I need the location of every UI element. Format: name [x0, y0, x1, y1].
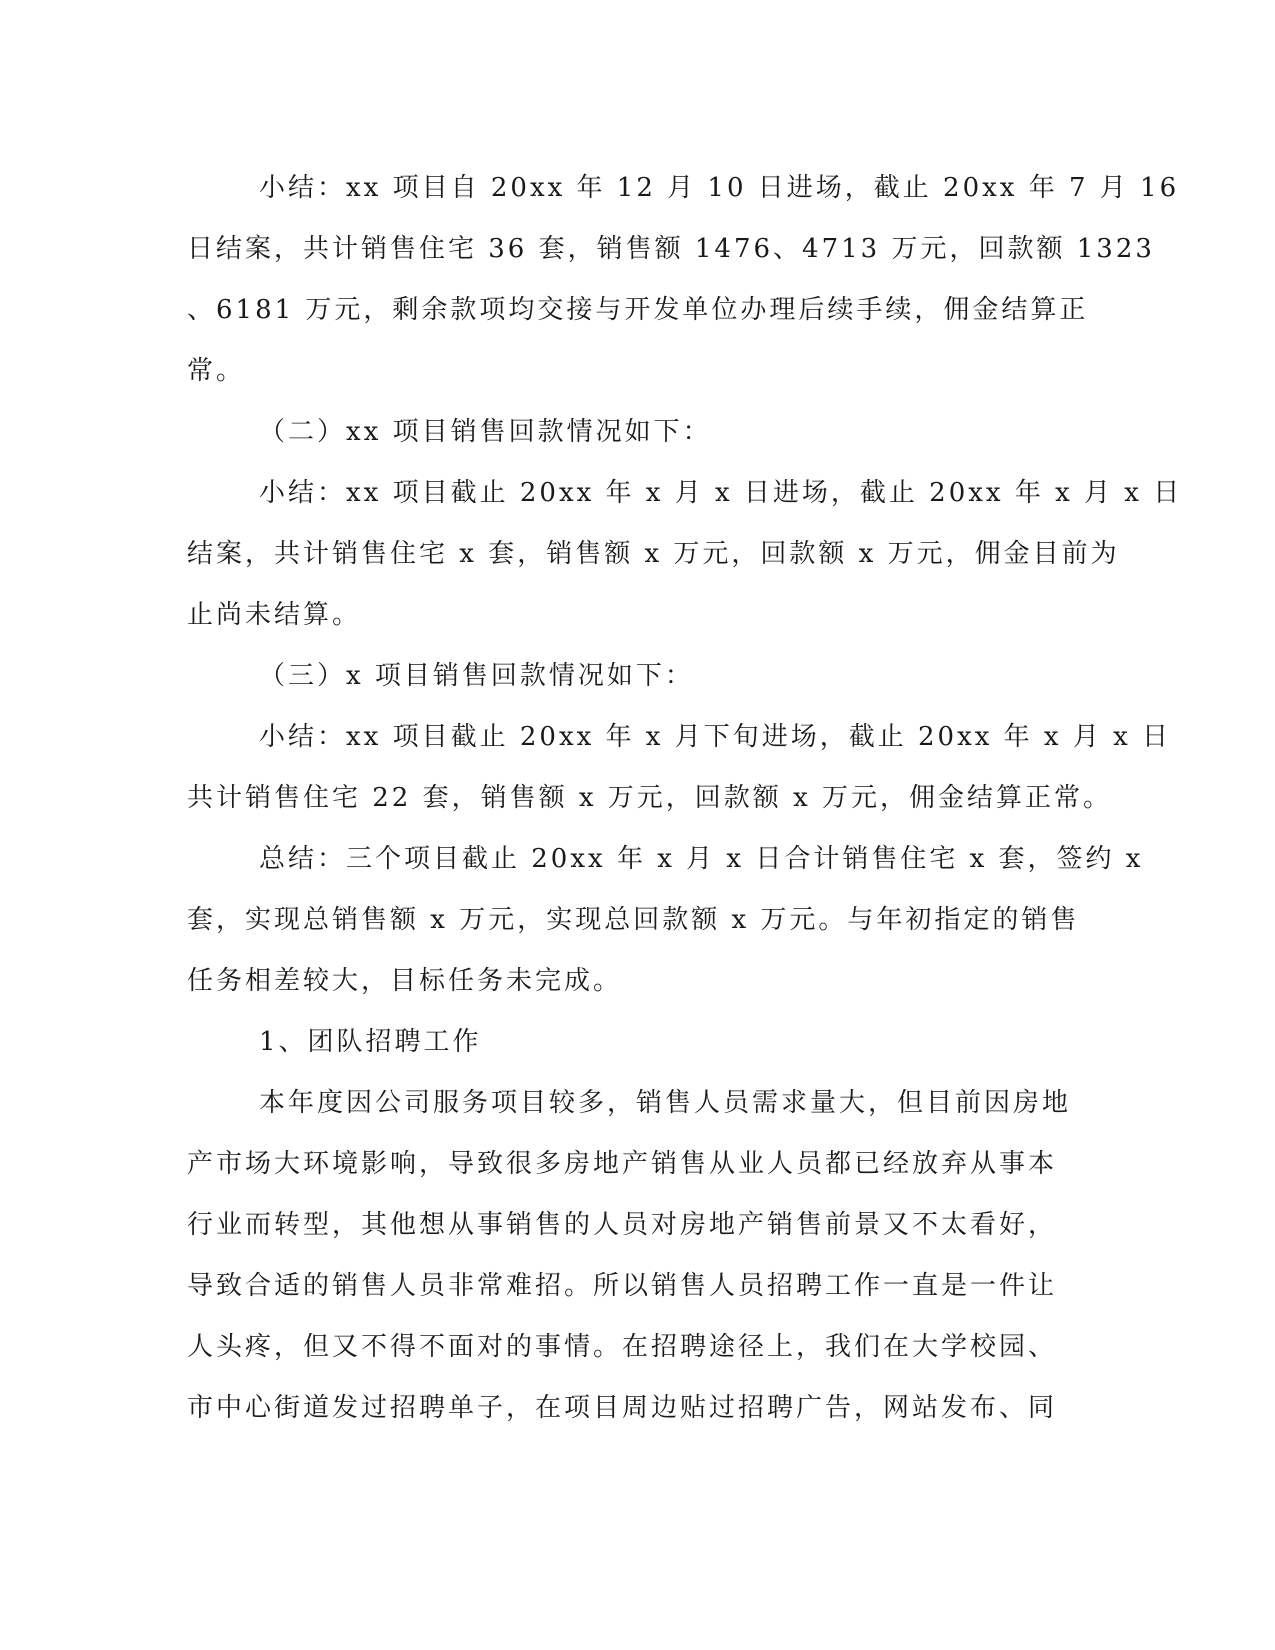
paragraph-recruitment-line-5: 人头疼，但又不得不面对的事情。在招聘途径上，我们在大学校园、	[187, 1332, 1058, 1362]
paragraph-conclusion-line-1: 总结：三个项目截止 20xx 年 x 月 x 日合计销售住宅 x 套，签约 x	[259, 844, 1144, 874]
paragraph-summary-2-line-2: 结案，共计销售住宅 x 套，销售额 x 万元，回款额 x 万元，佣金目前为	[187, 539, 1120, 569]
paragraph-summary-1-line-3: 、6181 万元，剩余款项均交接与开发单位办理后续手续，佣金结算正	[187, 295, 1089, 325]
section-heading-3: （三）x 项目销售回款情况如下：	[259, 661, 694, 691]
paragraph-recruitment-line-2: 产市场大环境影响，导致很多房地产销售从业人员都已经放弃从事本	[187, 1149, 1058, 1179]
paragraph-summary-1-line-1: 小结：xx 项目自 20xx 年 12 月 10 日进场，截止 20xx 年 7 月 16	[259, 173, 1180, 203]
paragraph-summary-2-line-3: 止尚未结算。	[187, 600, 362, 630]
paragraph-recruitment-line-6: 市中心街道发过招聘单子，在项目周边贴过招聘广告，网站发布、同	[187, 1393, 1058, 1423]
paragraph-summary-1-line-2: 日结案，共计销售住宅 36 套，销售额 1476、4713 万元，回款额 1323	[187, 234, 1155, 264]
paragraph-summary-2-line-1: 小结：xx 项目截止 20xx 年 x 月 x 日进场，截止 20xx 年 x 月 x 日	[259, 478, 1183, 508]
paragraph-conclusion-line-2: 套，实现总销售额 x 万元，实现总回款额 x 万元。与年初指定的销售	[187, 905, 1080, 935]
paragraph-recruitment-line-4: 导致合适的销售人员非常难招。所以销售人员招聘工作一直是一件让	[187, 1271, 1058, 1301]
paragraph-summary-3-line-1: 小结：xx 项目截止 20xx 年 x 月下旬进场，截止 20xx 年 x 月 x 日	[259, 722, 1172, 752]
paragraph-recruitment-line-1: 本年度因公司服务项目较多，销售人员需求量大，但目前因房地	[259, 1088, 1072, 1118]
paragraph-recruitment-line-3: 行业而转型，其他想从事销售的人员对房地产销售前景又不太看好，	[187, 1210, 1058, 1240]
paragraph-summary-1-line-4: 常。	[187, 356, 246, 386]
paragraph-conclusion-line-3: 任务相差较大，目标任务未完成。	[187, 966, 623, 996]
section-heading-2: （二）xx 项目销售回款情况如下：	[259, 417, 712, 447]
section-heading-recruitment: 1、团队招聘工作	[259, 1027, 482, 1057]
paragraph-summary-3-line-2: 共计销售住宅 22 套，销售额 x 万元，回款额 x 万元，佣金结算正常。	[187, 783, 1112, 813]
document-body	[187, 158, 1183, 1439]
